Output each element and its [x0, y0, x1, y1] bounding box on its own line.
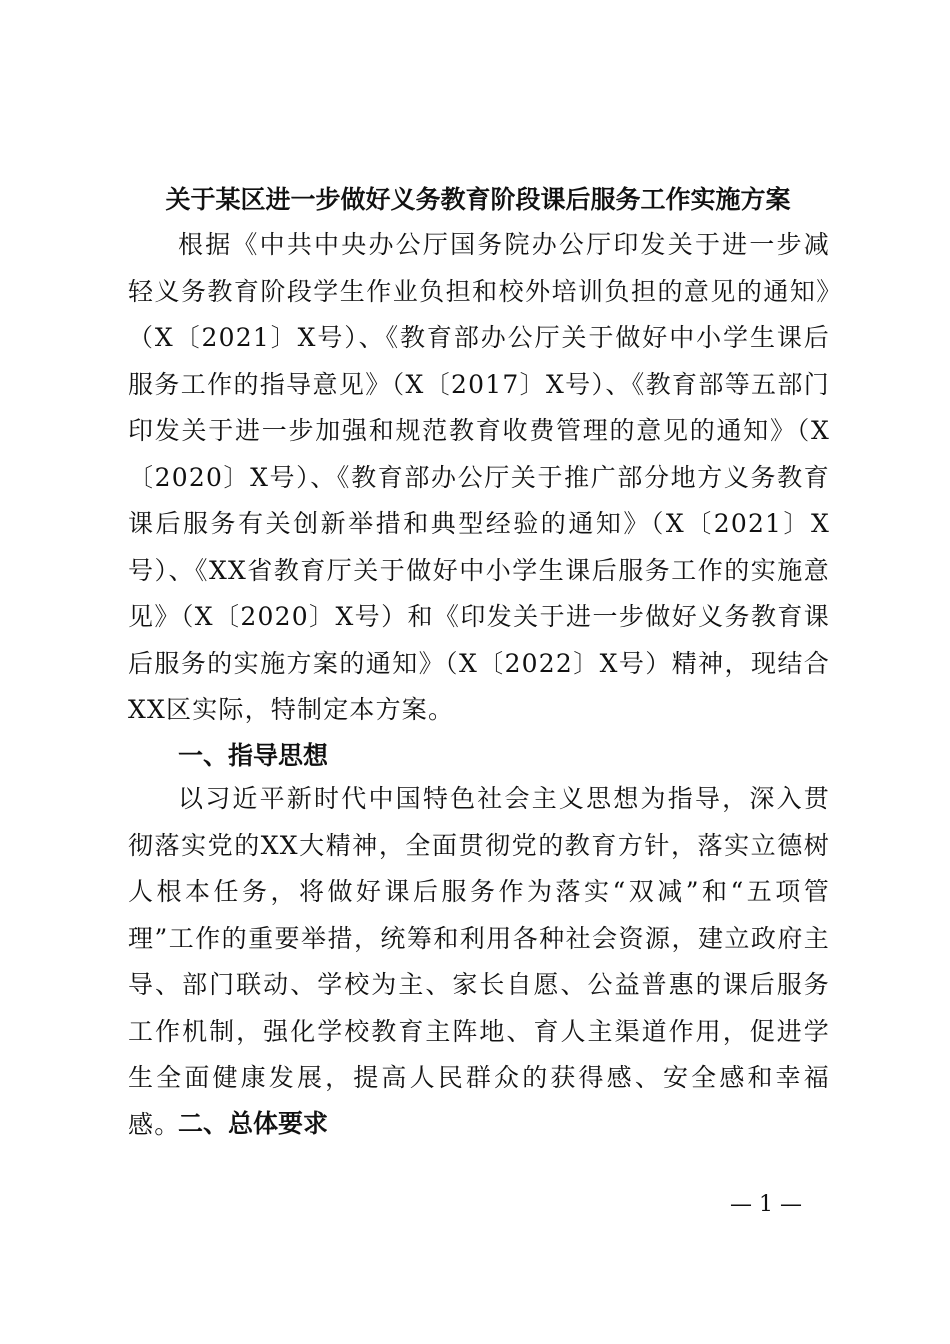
section-heading-guiding-ideology: 一、指导思想: [178, 741, 329, 770]
document-title: 关于某区进一步做好义务教育阶段课后服务工作实施方案: [165, 185, 791, 214]
section-paragraph-guiding-ideology: 以习近平新时代中国特色社会主义思想为指导，深入贯彻落实党的XX大精神，全面贯彻党的教育方针，落实立德树人根本任务，将做好课后服务作为落实“双减”和“五项管理”工作的重要举措，统筹和利用各种社会资源，建立政府主导、部门联动、学校为主、家长自愿、公益普惠的课后服务工作机制，强化学校教育主阵地、育人主渠道作用，促进学生全面健康发展，提高人民群众的获得感、安全感和幸福感。: [128, 784, 830, 1139]
intro-paragraph: 根据《中共中央办公厅国务院办公厅印发关于进一步减轻义务教育阶段学生作业负担和校外培训负担的意见的通知》（X〔2021〕X号）、《教育部办公厅关于做好中小学生课后服务工作的指导意见》（X〔2017〕X号）、《教育部等五部门印发关于进一步加强和规范教育收费管理的意见的通知》（X〔2020〕X号）、《教育部办公厅关于推广部分地方义务教育课后服务有关创新举措和典型经验的通知》（X〔2021〕X号）、《XX省教育厅关于做好中小学生课后服务工作的实施意见》（X〔2020〕X号）和《印发关于进一步做好义务教育课后服务的实施方案的通知》（X〔2022〕X号）精神，现结合XX区实际，特制定本方案。: [128, 230, 830, 724]
page-number: — 1 —: [730, 1192, 802, 1217]
section-heading-overall-requirements: 二、总体要求: [178, 1109, 329, 1138]
